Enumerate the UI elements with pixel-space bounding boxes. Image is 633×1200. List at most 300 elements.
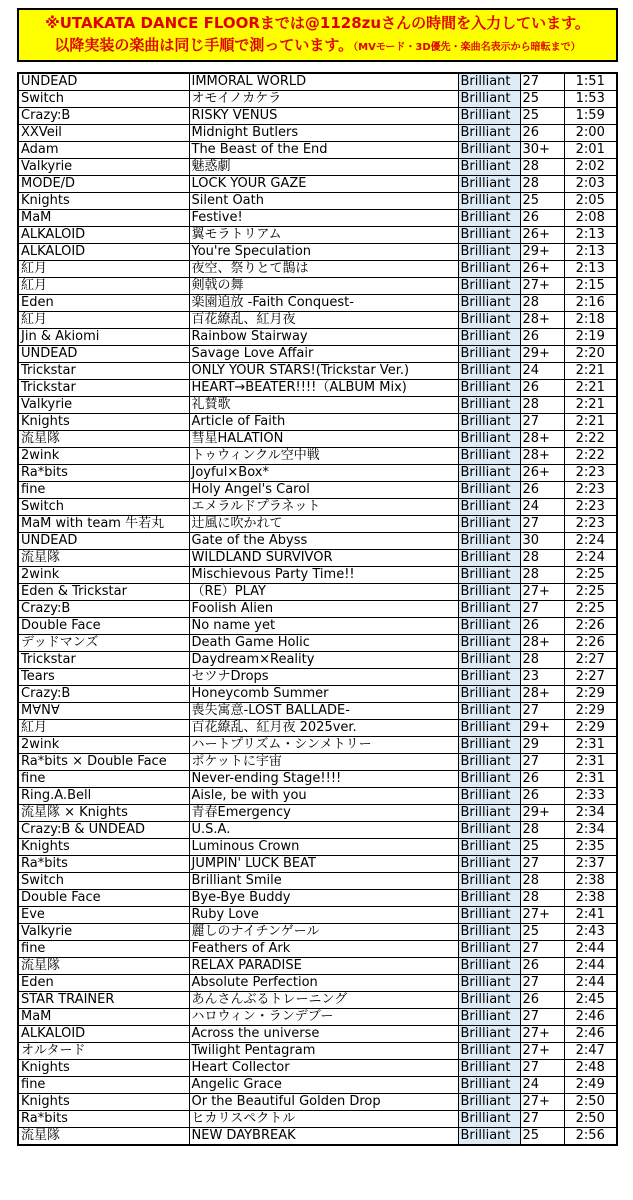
time-cell: 2:22 (564, 431, 617, 448)
difficulty-cell: Brilliant (458, 1077, 520, 1094)
notice-line-1: ※UTAKATA DANCE FLOORまでは@1128zuさんの時間を入力しています。 (45, 14, 590, 32)
level-cell: 30 (520, 533, 564, 550)
level-cell: 28+ (520, 312, 564, 329)
time-cell: 2:31 (564, 737, 617, 754)
level-cell: 27+ (520, 907, 564, 924)
time-cell: 2:01 (564, 142, 617, 159)
title-cell: 魅惑劇 (189, 159, 458, 176)
level-cell: 28+ (520, 686, 564, 703)
time-cell: 2:46 (564, 1026, 617, 1043)
table-row (18, 958, 617, 975)
time-cell: 2:35 (564, 839, 617, 856)
title-cell: Angelic Grace (189, 1077, 458, 1094)
table-row (18, 142, 617, 159)
time-cell: 2:23 (564, 516, 617, 533)
unit-cell: Eden & Trickstar (18, 584, 189, 601)
title-cell: 辻風に吹かれて (189, 516, 458, 533)
unit-cell: Crazy:B (18, 108, 189, 125)
difficulty-cell: Brilliant (458, 652, 520, 669)
time-cell: 2:45 (564, 992, 617, 1009)
table-row (18, 329, 617, 346)
level-cell: 28 (520, 652, 564, 669)
time-cell: 2:48 (564, 1060, 617, 1077)
title-cell: JUMPIN' LUCK BEAT (189, 856, 458, 873)
title-cell: ポケットに宇宙 (189, 754, 458, 771)
title-cell: U.S.A. (189, 822, 458, 839)
notice-line-2 (19, 34, 616, 59)
level-cell: 25 (520, 1128, 564, 1146)
unit-cell: Eden (18, 295, 189, 312)
title-cell: ハロウィン・ランデブー (189, 1009, 458, 1026)
unit-cell: Switch (18, 91, 189, 108)
time-cell: 2:29 (564, 720, 617, 737)
level-cell: 25 (520, 924, 564, 941)
time-cell: 2:27 (564, 652, 617, 669)
title-cell: RELAX PARADISE (189, 958, 458, 975)
table-row (18, 941, 617, 958)
time-cell: 2:13 (564, 244, 617, 261)
difficulty-cell: Brilliant (458, 992, 520, 1009)
title-cell: IMMORAL WORLD (189, 73, 458, 91)
table-row (18, 431, 617, 448)
table-row (18, 567, 617, 584)
table-row (18, 1111, 617, 1128)
title-cell: 喪失寓意-LOST BALLADE- (189, 703, 458, 720)
table-row (18, 703, 617, 720)
time-cell: 2:00 (564, 125, 617, 142)
time-cell: 2:21 (564, 380, 617, 397)
time-cell: 2:25 (564, 584, 617, 601)
time-cell: 2:34 (564, 805, 617, 822)
time-cell: 2:56 (564, 1128, 617, 1146)
title-cell: 礼賛歌 (189, 397, 458, 414)
table-row (18, 176, 617, 193)
unit-cell: Knights (18, 193, 189, 210)
table-row (18, 465, 617, 482)
unit-cell: MODE/D (18, 176, 189, 193)
table-row (18, 873, 617, 890)
table-row (18, 533, 617, 550)
difficulty-cell: Brilliant (458, 142, 520, 159)
table-row (18, 788, 617, 805)
difficulty-cell: Brilliant (458, 227, 520, 244)
level-cell: 26 (520, 618, 564, 635)
time-cell: 2:26 (564, 618, 617, 635)
title-cell: Midnight Butlers (189, 125, 458, 142)
unit-cell: Crazy:B & UNDEAD (18, 822, 189, 839)
title-cell: Honeycomb Summer (189, 686, 458, 703)
unit-cell: M∀N∀ (18, 703, 189, 720)
unit-cell: Tears (18, 669, 189, 686)
difficulty-cell: Brilliant (458, 346, 520, 363)
table-row (18, 1026, 617, 1043)
time-cell: 2:31 (564, 771, 617, 788)
time-cell: 2:27 (564, 669, 617, 686)
level-cell: 27 (520, 856, 564, 873)
table-row (18, 720, 617, 737)
difficulty-cell: Brilliant (458, 108, 520, 125)
unit-cell: MaM (18, 1009, 189, 1026)
title-cell: セツナDrops (189, 669, 458, 686)
level-cell: 24 (520, 1077, 564, 1094)
time-cell: 2:24 (564, 550, 617, 567)
unit-cell: fine (18, 482, 189, 499)
unit-cell: Knights (18, 839, 189, 856)
level-cell: 26+ (520, 227, 564, 244)
song-table-body (18, 73, 617, 1145)
title-cell: エメラルドプラネット (189, 499, 458, 516)
difficulty-cell: Brilliant (458, 737, 520, 754)
level-cell: 26+ (520, 465, 564, 482)
difficulty-cell: Brilliant (458, 907, 520, 924)
table-row (18, 159, 617, 176)
unit-cell: Ra*bits (18, 465, 189, 482)
unit-cell: Ra*bits × Double Face (18, 754, 189, 771)
table-row (18, 1060, 617, 1077)
title-cell: NEW DAYBREAK (189, 1128, 458, 1146)
table-row (18, 244, 617, 261)
level-cell: 26 (520, 482, 564, 499)
table-row (18, 1043, 617, 1060)
level-cell: 26 (520, 771, 564, 788)
difficulty-cell: Brilliant (458, 312, 520, 329)
table-row (18, 652, 617, 669)
table-row (18, 295, 617, 312)
unit-cell: XXVeil (18, 125, 189, 142)
table-row (18, 1094, 617, 1111)
title-cell: 百花繚乱、紅月夜 2025ver. (189, 720, 458, 737)
time-cell: 2:23 (564, 499, 617, 516)
unit-cell: MaM (18, 210, 189, 227)
time-cell: 2:29 (564, 686, 617, 703)
level-cell: 28 (520, 397, 564, 414)
level-cell: 29+ (520, 346, 564, 363)
level-cell: 25 (520, 91, 564, 108)
difficulty-cell: Brilliant (458, 822, 520, 839)
table-row (18, 414, 617, 431)
time-cell: 2:21 (564, 397, 617, 414)
table-row (18, 261, 617, 278)
title-cell: RISKY VENUS (189, 108, 458, 125)
title-cell: Holy Angel's Carol (189, 482, 458, 499)
level-cell: 27 (520, 703, 564, 720)
unit-cell: Trickstar (18, 380, 189, 397)
title-cell: 夜空、祭りとて鵲は (189, 261, 458, 278)
difficulty-cell: Brilliant (458, 210, 520, 227)
time-cell: 2:44 (564, 958, 617, 975)
title-cell: 剣戟の舞 (189, 278, 458, 295)
level-cell: 29+ (520, 244, 564, 261)
unit-cell: Knights (18, 1094, 189, 1111)
time-cell: 2:13 (564, 227, 617, 244)
unit-cell: デッドマンズ (18, 635, 189, 652)
table-row (18, 397, 617, 414)
level-cell: 27 (520, 754, 564, 771)
table-row (18, 125, 617, 142)
time-cell: 2:25 (564, 567, 617, 584)
title-cell: 青春Emergency (189, 805, 458, 822)
difficulty-cell: Brilliant (458, 618, 520, 635)
time-cell: 2:15 (564, 278, 617, 295)
title-cell: Luminous Crown (189, 839, 458, 856)
time-cell: 2:19 (564, 329, 617, 346)
time-cell: 2:50 (564, 1094, 617, 1111)
time-cell: 2:31 (564, 754, 617, 771)
table-row (18, 227, 617, 244)
difficulty-cell: Brilliant (458, 567, 520, 584)
time-cell: 2:44 (564, 975, 617, 992)
table-row (18, 686, 617, 703)
unit-cell: 流星隊 (18, 550, 189, 567)
time-cell: 2:20 (564, 346, 617, 363)
unit-cell: Double Face (18, 890, 189, 907)
unit-cell: Ra*bits (18, 1111, 189, 1128)
difficulty-cell: Brilliant (458, 380, 520, 397)
title-cell: Daydream×Reality (189, 652, 458, 669)
unit-cell: 2wink (18, 448, 189, 465)
unit-cell: 紅月 (18, 720, 189, 737)
difficulty-cell: Brilliant (458, 890, 520, 907)
time-cell: 2:21 (564, 414, 617, 431)
unit-cell: Switch (18, 873, 189, 890)
difficulty-cell: Brilliant (458, 635, 520, 652)
unit-cell: ALKALOID (18, 1026, 189, 1043)
time-cell: 1:59 (564, 108, 617, 125)
time-cell: 2:50 (564, 1111, 617, 1128)
time-cell: 2:18 (564, 312, 617, 329)
unit-cell: Eve (18, 907, 189, 924)
table-row (18, 550, 617, 567)
difficulty-cell: Brilliant (458, 941, 520, 958)
difficulty-cell: Brilliant (458, 278, 520, 295)
table-row (18, 482, 617, 499)
title-cell: Mischievous Party Time!! (189, 567, 458, 584)
level-cell: 26 (520, 380, 564, 397)
table-row (18, 584, 617, 601)
table-row (18, 890, 617, 907)
table-row (18, 754, 617, 771)
notice-line-2-note: （MVモード・3D優先・楽曲名表示から暗転まで） (353, 42, 581, 53)
title-cell: 彗星HALATION (189, 431, 458, 448)
time-cell: 2:23 (564, 482, 617, 499)
title-cell: Bye-Bye Buddy (189, 890, 458, 907)
difficulty-cell: Brilliant (458, 686, 520, 703)
level-cell: 23 (520, 669, 564, 686)
title-cell: The Beast of the End (189, 142, 458, 159)
title-cell: You're Speculation (189, 244, 458, 261)
table-row (18, 737, 617, 754)
level-cell: 28 (520, 890, 564, 907)
table-row (18, 380, 617, 397)
title-cell: 百花繚乱、紅月夜 (189, 312, 458, 329)
difficulty-cell: Brilliant (458, 703, 520, 720)
title-cell: HEART→BEATER!!!!（ALBUM Mix) (189, 380, 458, 397)
level-cell: 27 (520, 975, 564, 992)
difficulty-cell: Brilliant (458, 295, 520, 312)
table-row (18, 975, 617, 992)
title-cell: （RE）PLAY (189, 584, 458, 601)
level-cell: 27 (520, 1009, 564, 1026)
title-cell: Twilight Pentagram (189, 1043, 458, 1060)
difficulty-cell: Brilliant (458, 244, 520, 261)
unit-cell: Crazy:B (18, 686, 189, 703)
title-cell: WILDLAND SURVIVOR (189, 550, 458, 567)
time-cell: 2:38 (564, 873, 617, 890)
unit-cell: 紅月 (18, 312, 189, 329)
time-cell: 2:46 (564, 1009, 617, 1026)
level-cell: 28+ (520, 431, 564, 448)
difficulty-cell: Brilliant (458, 499, 520, 516)
notice-line-2-main: 以降実装の楽曲は同じ手順で測っています。 (54, 36, 354, 54)
table-row (18, 856, 617, 873)
table-row (18, 448, 617, 465)
difficulty-cell: Brilliant (458, 1128, 520, 1146)
time-cell: 2:49 (564, 1077, 617, 1094)
level-cell: 28+ (520, 635, 564, 652)
song-duration-table (17, 72, 618, 1146)
difficulty-cell: Brilliant (458, 754, 520, 771)
difficulty-cell: Brilliant (458, 805, 520, 822)
difficulty-cell: Brilliant (458, 856, 520, 873)
time-cell: 2:38 (564, 890, 617, 907)
difficulty-cell: Brilliant (458, 176, 520, 193)
difficulty-cell: Brilliant (458, 125, 520, 142)
difficulty-cell: Brilliant (458, 873, 520, 890)
unit-cell: Ra*bits (18, 856, 189, 873)
unit-cell: fine (18, 941, 189, 958)
unit-cell: ALKALOID (18, 227, 189, 244)
table-row (18, 992, 617, 1009)
title-cell: Absolute Perfection (189, 975, 458, 992)
title-cell: Gate of the Abyss (189, 533, 458, 550)
unit-cell: 2wink (18, 567, 189, 584)
level-cell: 26 (520, 210, 564, 227)
level-cell: 27+ (520, 1026, 564, 1043)
unit-cell: 紅月 (18, 278, 189, 295)
title-cell: Never-ending Stage!!!! (189, 771, 458, 788)
title-cell: ONLY YOUR STARS!(Trickstar Ver.) (189, 363, 458, 380)
difficulty-cell: Brilliant (458, 363, 520, 380)
difficulty-cell: Brilliant (458, 924, 520, 941)
level-cell: 25 (520, 108, 564, 125)
time-cell: 2:37 (564, 856, 617, 873)
difficulty-cell: Brilliant (458, 1094, 520, 1111)
difficulty-cell: Brilliant (458, 1111, 520, 1128)
title-cell: Joyful×Box* (189, 465, 458, 482)
title-cell: Across the universe (189, 1026, 458, 1043)
unit-cell: Valkyrie (18, 159, 189, 176)
difficulty-cell: Brilliant (458, 1060, 520, 1077)
level-cell: 25 (520, 839, 564, 856)
unit-cell: 流星隊 (18, 1128, 189, 1146)
level-cell: 27 (520, 1060, 564, 1077)
table-row (18, 108, 617, 125)
title-cell: Savage Love Affair (189, 346, 458, 363)
unit-cell: 流星隊 × Knights (18, 805, 189, 822)
unit-cell: Adam (18, 142, 189, 159)
table-row (18, 278, 617, 295)
time-cell: 2:21 (564, 363, 617, 380)
title-cell: ハートプリズム・シンメトリー (189, 737, 458, 754)
title-cell: ヒカリスペクトル (189, 1111, 458, 1128)
unit-cell: Knights (18, 414, 189, 431)
time-cell: 2:41 (564, 907, 617, 924)
level-cell: 28 (520, 822, 564, 839)
level-cell: 28 (520, 873, 564, 890)
level-cell: 27+ (520, 584, 564, 601)
level-cell: 29+ (520, 720, 564, 737)
difficulty-cell: Brilliant (458, 958, 520, 975)
difficulty-cell: Brilliant (458, 975, 520, 992)
title-cell: Brilliant Smile (189, 873, 458, 890)
title-cell: Ruby Love (189, 907, 458, 924)
level-cell: 27 (520, 73, 564, 91)
level-cell: 29 (520, 737, 564, 754)
level-cell: 27+ (520, 278, 564, 295)
level-cell: 29+ (520, 805, 564, 822)
table-row (18, 210, 617, 227)
time-cell: 2:13 (564, 261, 617, 278)
title-cell: Or the Beautiful Golden Drop (189, 1094, 458, 1111)
title-cell: 翼モラトリアム (189, 227, 458, 244)
difficulty-cell: Brilliant (458, 261, 520, 278)
title-cell: Festive! (189, 210, 458, 227)
table-row (18, 312, 617, 329)
difficulty-cell: Brilliant (458, 448, 520, 465)
time-cell: 1:51 (564, 73, 617, 91)
time-cell: 2:34 (564, 822, 617, 839)
unit-cell: UNDEAD (18, 533, 189, 550)
title-cell: トゥウィンクル空中戦 (189, 448, 458, 465)
title-cell: Death Game Holic (189, 635, 458, 652)
unit-cell: 2wink (18, 737, 189, 754)
difficulty-cell: Brilliant (458, 516, 520, 533)
unit-cell: fine (18, 771, 189, 788)
unit-cell: オルタード (18, 1043, 189, 1060)
time-cell: 2:43 (564, 924, 617, 941)
table-row (18, 618, 617, 635)
unit-cell: Eden (18, 975, 189, 992)
unit-cell: Trickstar (18, 652, 189, 669)
title-cell: あんさんぶるトレーニング (189, 992, 458, 1009)
level-cell: 28 (520, 295, 564, 312)
table-row (18, 346, 617, 363)
table-row (18, 805, 617, 822)
unit-cell: Switch (18, 499, 189, 516)
time-cell: 1:53 (564, 91, 617, 108)
time-cell: 2:29 (564, 703, 617, 720)
table-row (18, 635, 617, 652)
level-cell: 25 (520, 193, 564, 210)
difficulty-cell: Brilliant (458, 159, 520, 176)
title-cell: Feathers of Ark (189, 941, 458, 958)
title-cell: Silent Oath (189, 193, 458, 210)
difficulty-cell: Brilliant (458, 788, 520, 805)
title-cell: 楽園追放 -Faith Conquest- (189, 295, 458, 312)
difficulty-cell: Brilliant (458, 584, 520, 601)
notice-banner (17, 8, 618, 62)
time-cell: 2:25 (564, 601, 617, 618)
difficulty-cell: Brilliant (458, 533, 520, 550)
time-cell: 2:02 (564, 159, 617, 176)
unit-cell: UNDEAD (18, 73, 189, 91)
time-cell: 2:08 (564, 210, 617, 227)
title-cell: Aisle, be with you (189, 788, 458, 805)
level-cell: 28 (520, 159, 564, 176)
level-cell: 24 (520, 363, 564, 380)
time-cell: 2:22 (564, 448, 617, 465)
level-cell: 26+ (520, 261, 564, 278)
